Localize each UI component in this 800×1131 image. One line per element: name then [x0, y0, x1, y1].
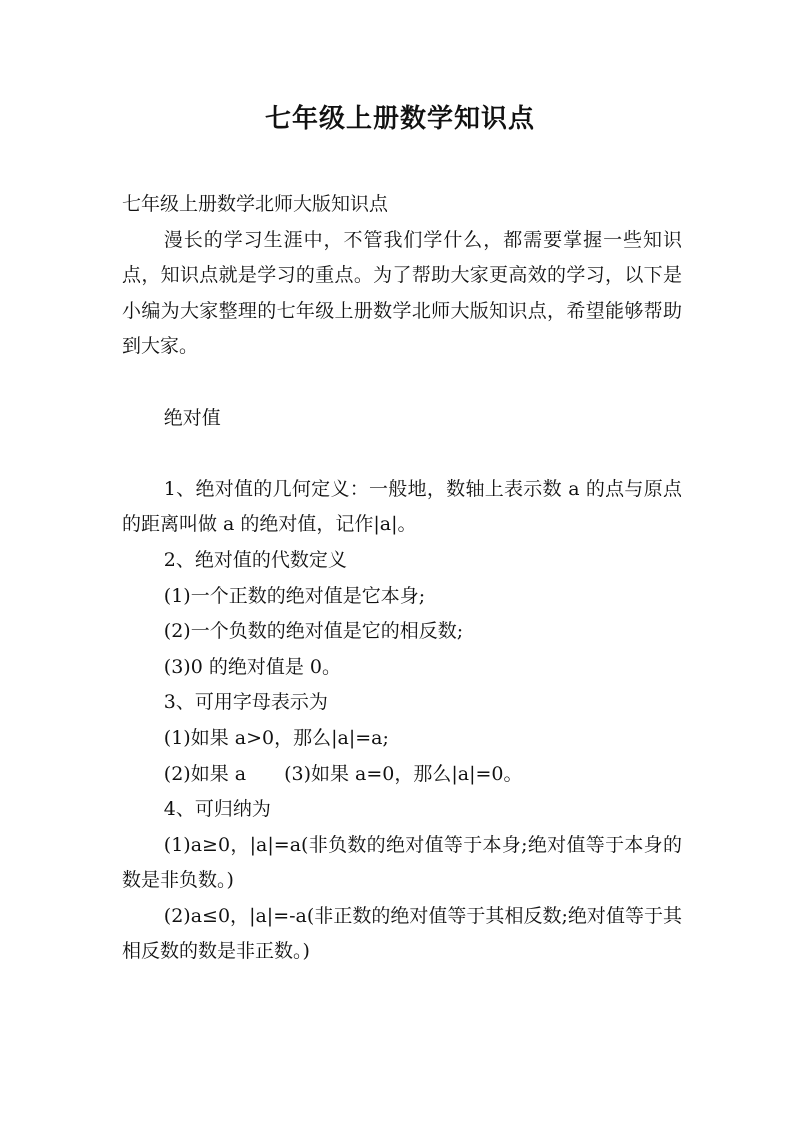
- list-item: (1)a≥0，|a|=a(非负数的绝对值等于本身;绝对值等于本身的数是非负数。): [122, 833, 682, 892]
- list-item: (3)0 的绝对值是 0。: [163, 655, 341, 678]
- list-item: (2)一个负数的绝对值是它的相反数;: [163, 620, 464, 643]
- list-item: (2)a≤0，|a|=-a(非正数的绝对值等于其相反数;绝对值等于其相反数的数是非正数。): [122, 904, 682, 963]
- list-item: (1)如果 a>0，那么|a|=a;: [163, 726, 389, 749]
- spacer: [122, 365, 682, 401]
- spacer: [122, 436, 682, 472]
- page-title: 七年级上册数学知识点: [264, 104, 535, 134]
- list-item: 1、绝对值的几何定义：一般地，数轴上表示数 a 的点与原点的距离叫做 a 的绝对值，记作|a|。: [122, 477, 682, 536]
- document-subtitle: 七年级上册数学北师大版知识点: [122, 193, 389, 215]
- list-item: (1)一个正数的绝对值是它本身;: [163, 584, 426, 607]
- list-item: 3、可用字母表示为: [163, 691, 328, 714]
- section-heading: 绝对值: [163, 406, 221, 429]
- intro-paragraph: 漫长的学习生涯中，不管我们学什么，都需要掌握一些知识点，知识点就是学习的重点。为了帮助大家更高效的学习，以下是小编为大家整理的七年级上册数学北师大版知识点，希望能够帮助到大家。: [122, 228, 682, 358]
- list-item: 2、绝对值的代数定义: [163, 548, 347, 571]
- list-item: 4、可归纳为: [163, 798, 271, 821]
- list-item: (2)如果 a (3)如果 a=0，那么|a|=0。: [163, 762, 523, 785]
- document-body: [122, 187, 682, 970]
